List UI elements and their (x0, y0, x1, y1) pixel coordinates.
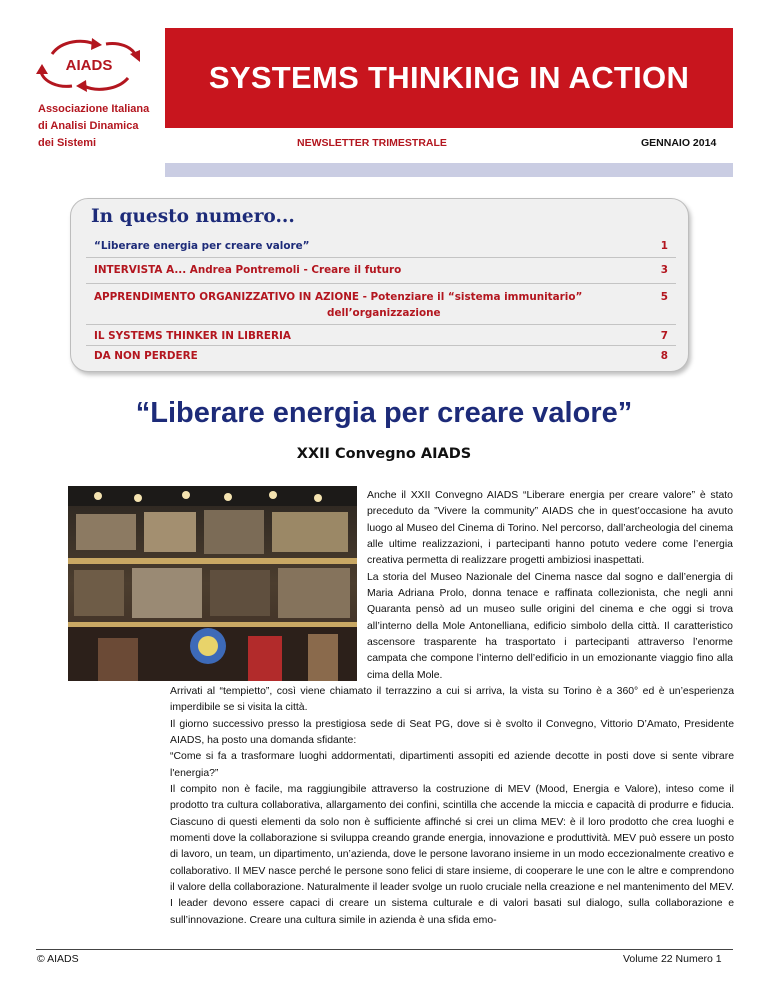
toc-item-label: DA NON PERDERE (94, 350, 198, 362)
toc-item-label: “Liberare energia per creare valore” (94, 240, 310, 252)
association-line: Associazione Italiana (38, 103, 150, 115)
article-side-column (367, 488, 733, 684)
header-divider-bar (165, 163, 733, 177)
article-paragraph: Anche il XXII Convegno AIADS “Liberare energia per creare valore” è stato preceduto da ”Vivere la community” AIADS che in quest’occasione ha avuto luogo al Museo del Cinema di Torino. Nel percorso, dall’archeologia del cinema alle ultime realizzazioni, i partecipanti hanno potuto vedere come l’energia creativa permetta di realizzare progetti ambiziosi inaspettati. (367, 490, 733, 567)
newsletter-title: SYSTEMS THINKING IN ACTION (208, 60, 690, 95)
article-paragraph: Arrivati al “tempietto”, così viene chiamato il terrazzino a cui si arriva, la vista su Torino è a 360° ed è un’esperienza imperdibile se si visita la città. (170, 686, 734, 714)
article-paragraph: Il giorno successivo presso la prestigiosa sede di Seat PG, dove si è svolto il Convegno, Vittorio D’Amato, Presidente AIADS, ha posto una domanda sfidante: (170, 718, 734, 747)
masthead-banner (165, 28, 733, 128)
toc-item-page: 3 (660, 264, 668, 276)
toc-item-label-continued: dell’organizzazione (327, 307, 441, 319)
toc-item-page: 8 (660, 350, 668, 362)
toc-title: In questo numero... (91, 206, 295, 227)
issue-date: GENNAIO 2014 (641, 137, 717, 149)
toc-item-page: 7 (660, 330, 668, 342)
toc-item-label: INTERVISTA A... Andrea Pontremoli - Creare il futuro (94, 264, 402, 276)
toc-divider (86, 283, 676, 284)
toc-item-label: IL SYSTEMS THINKER IN LIBRERIA (94, 330, 291, 342)
toc-item-page: 1 (660, 240, 668, 252)
toc-divider (86, 257, 676, 258)
museum-photo (68, 486, 357, 681)
association-line: di Analisi Dinamica (38, 120, 139, 132)
aiads-logo (36, 36, 142, 94)
article-title: “Liberare energia per creare valore” (135, 397, 633, 429)
footer-divider (36, 949, 733, 950)
article-paragraph: Il compito non è facile, ma raggiungibile attraverso la costruzione di MEV (Mood, Energia e Valore), inteso come il prodotto tra cultura collaborativa, allargamento dei confini, scintilla che accende la miccia e capacità di produrre e fiducia. Ciascuno di questi elementi da solo non è sufficiente affinché si crei un clima MEV: è il loro prodotto che crea luoghi e momenti dove la collaborazione si sviluppa creando grande energia, innovazione e produttività. MEV può essere un posto di lavoro, un team, un dipartimento, un’azienda, dove le persone lavorano insieme in un modo eccezionalmente creativo e collaborativo. Il MEV nasce perché le persone sono felici di stare insieme, di cooperare le une con le altre e comprendono il valore della collaborazione. Naturalmente il leader svolge un ruolo cruciale nella creazione e nel mantenimento del MEV. I leader devono essere capaci di creare un sistema culturale e di valori basati sul dialogo, sulla collaborazione e sull’innovazione. Creare una cultura simile in azienda è una sfida emo- (170, 784, 734, 926)
association-line: dei Sistemi (38, 137, 97, 149)
toc-divider (86, 324, 676, 325)
footer-volume: Volume 22 Numero 1 (623, 953, 722, 965)
article-paragraph: La storia del Museo Nazionale del Cinema nasce dal sogno e dall’energia di Maria Adriana Prolo, donna tenace e raffinata collezionista, che negli anni Quaranta pensò ad un museo sulle origini del cinema e che oggi si trova all’interno della Mole Antonelliana, edificio simbolo della città. Il caratteristico ascensore trasparente ha trasportato i partecipanti attraverso l’enorme campata che compone l’interno dell’edificio in un emozionante viaggio fino alla cima della Mole. (367, 571, 733, 681)
toc-item-page: 5 (660, 291, 668, 303)
newsletter-type: NEWSLETTER TRIMESTRALE (297, 137, 447, 149)
association-name (38, 101, 158, 152)
article-paragraph: “Come si fa a trasformare luoghi addormentati, dipartimenti assopiti ed aziende decotte in posti dove si sente vibrare l'energia?” (170, 751, 734, 779)
toc-item-label: APPRENDIMENTO ORGANIZZATIVO IN AZIONE - Potenziare il “sistema immunitario” (94, 291, 583, 303)
footer-copyright: © AIADS (37, 953, 79, 965)
article-main-column (170, 684, 734, 929)
logo-text: AIADS (65, 57, 113, 74)
article-subtitle: XXII Convegno AIADS (296, 446, 472, 462)
toc-divider (86, 345, 676, 346)
